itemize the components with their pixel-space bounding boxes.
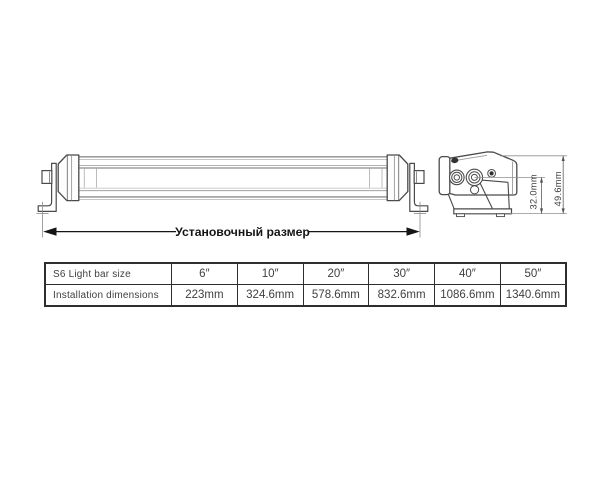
right-arrowhead-icon xyxy=(407,227,420,235)
bar-body xyxy=(79,157,387,200)
table-row-sizes xyxy=(45,263,566,285)
side-bolt-icon xyxy=(488,170,496,178)
lens-dividers xyxy=(84,169,382,188)
left-arrowhead-icon xyxy=(43,227,56,235)
size-table xyxy=(44,262,567,307)
dimension-49-6mm xyxy=(553,156,565,214)
size-cell: 10″ xyxy=(237,263,303,285)
dimension-cell: 223mm xyxy=(172,285,238,307)
size-cell: 6″ xyxy=(172,263,238,285)
size-cell: 50″ xyxy=(500,263,566,285)
size-cell: 30″ xyxy=(369,263,435,285)
dimension-cell: 578.6mm xyxy=(303,285,369,307)
dimension-cell: 1086.6mm xyxy=(435,285,501,307)
dimension-32mm xyxy=(528,174,543,213)
size-row-header: S6 Light bar size xyxy=(45,263,172,285)
left-end-cap xyxy=(58,155,79,201)
dimensions-row-header: Installation dimensions xyxy=(45,285,172,307)
installation-dimension-label: Установочный размер xyxy=(175,225,310,240)
table-row-dimensions xyxy=(45,285,566,307)
side-base xyxy=(454,209,512,217)
installation-dimension xyxy=(43,225,420,239)
size-cell: 20″ xyxy=(303,263,369,285)
screw-boss-left-icon xyxy=(450,170,465,185)
dimension-cell: 1340.6mm xyxy=(500,285,566,307)
left-knob xyxy=(42,171,52,184)
dimension-cell: 832.6mm xyxy=(369,285,435,307)
right-knob xyxy=(414,171,424,184)
dimension-cell: 324.6mm xyxy=(237,285,303,307)
side-bezel xyxy=(439,157,450,195)
dimension-32mm-label: 32.0mm xyxy=(528,174,539,210)
dimension-49-6mm-label: 49.6mm xyxy=(552,171,563,207)
right-end-cap xyxy=(387,155,408,201)
size-cell: 40″ xyxy=(435,263,501,285)
slot-icon xyxy=(471,186,479,194)
